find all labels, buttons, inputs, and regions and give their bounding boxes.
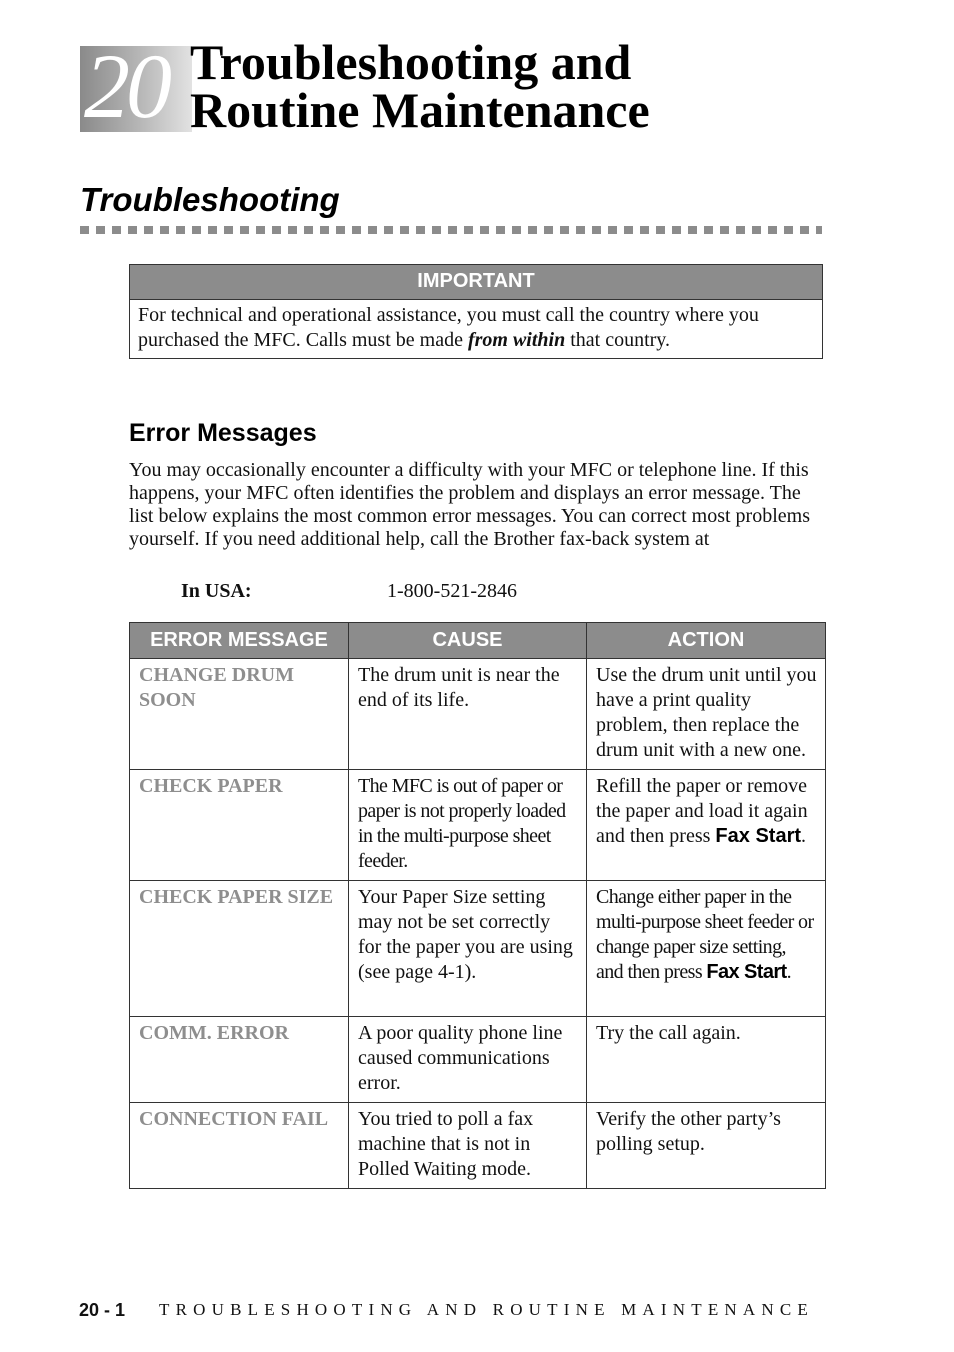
important-text (130, 300, 822, 356)
chapter-title (190, 34, 650, 138)
chapter-number: 20 (84, 35, 168, 137)
chapter-number-tab (80, 35, 192, 137)
action-text: Use the drum unit until you have a print quality problem, then replace the drum unit with a new one. (596, 664, 817, 761)
important-emphasis: from within (467, 329, 566, 351)
action-cell (587, 659, 826, 770)
action-text: Refill the paper or remove the paper and load it again and then press (596, 775, 808, 847)
action-text: Try the call again. (596, 1022, 741, 1044)
error-messages-intro: You may occasionally encounter a difficulty with your MFC or telephone line. If this happens, your MFC often identifies the problem and displays an error message. The list below explains the most common error messages. You can correct most problems yourself. If you need additional help, call the Brother fax-back system at (129, 459, 810, 550)
error-message-cell: CHECK PAPER SIZE (130, 881, 349, 1017)
cause-cell: You tried to poll a fax machine that is not in Polled Waiting mode. (349, 1103, 587, 1189)
important-text-end: that country. (565, 329, 671, 351)
table-row (130, 1017, 826, 1103)
header-cause: CAUSE (349, 623, 587, 659)
important-header: IMPORTANT (130, 265, 822, 300)
error-message-table (129, 622, 826, 1189)
error-message-cell: CHANGE DRUM SOON (130, 659, 349, 770)
action-text: Change either paper in the multi-purpose sheet feeder or change paper size setting, and then press (596, 886, 814, 983)
page-number: 20 - 1 (79, 1300, 126, 1320)
page-footer (79, 1298, 814, 1323)
error-message-cell: CHECK PAPER (130, 770, 349, 881)
phone-label: In USA: (181, 580, 252, 602)
action-cell (587, 1103, 826, 1189)
fax-start-key-label: Fax Start (715, 825, 802, 847)
cause-cell: The drum unit is near the end of its life. (349, 659, 587, 770)
error-messages-title: Error Messages (129, 419, 317, 447)
header-action: ACTION (587, 623, 826, 659)
cause-cell: Your Paper Size setting may not be set correctly for the paper you are using (see page 4-1). (349, 881, 587, 1017)
action-cell (587, 770, 826, 881)
chapter-title-line2: Routine Maintenance (190, 82, 650, 138)
cause-cell: The MFC is out of paper or paper is not properly loaded in the multi-purpose sheet feeder. (349, 770, 587, 881)
important-notice (129, 264, 823, 359)
action-text-end: . (801, 825, 807, 847)
table-row (130, 1103, 826, 1189)
important-text-start: For technical and operational assistance, you must call the country where you purchased the MFC. Calls must be made (138, 304, 759, 351)
error-message-cell: COMM. ERROR (130, 1017, 349, 1103)
section-divider (80, 226, 822, 234)
table-header-row (130, 623, 826, 659)
header-error-message: ERROR MESSAGE (130, 623, 349, 659)
action-text-end: . (786, 961, 792, 983)
phone-number: 1-800-521-2846 (387, 580, 517, 602)
section-title: Troubleshooting (80, 181, 340, 218)
action-cell (587, 881, 826, 1017)
cause-cell: A poor quality phone line caused communications error. (349, 1017, 587, 1103)
table-row (130, 881, 826, 1017)
running-title: TROUBLESHOOTING AND ROUTINE MAINTENANCE (159, 1300, 814, 1319)
action-text: Verify the other party’s polling setup. (596, 1108, 781, 1155)
table-row (130, 659, 826, 770)
chapter-title-line1: Troubleshooting and (190, 34, 632, 90)
error-message-cell: CONNECTION FAIL (130, 1103, 349, 1189)
table-row (130, 770, 826, 881)
action-cell (587, 1017, 826, 1103)
fax-start-key-label: Fax Start (706, 961, 787, 983)
